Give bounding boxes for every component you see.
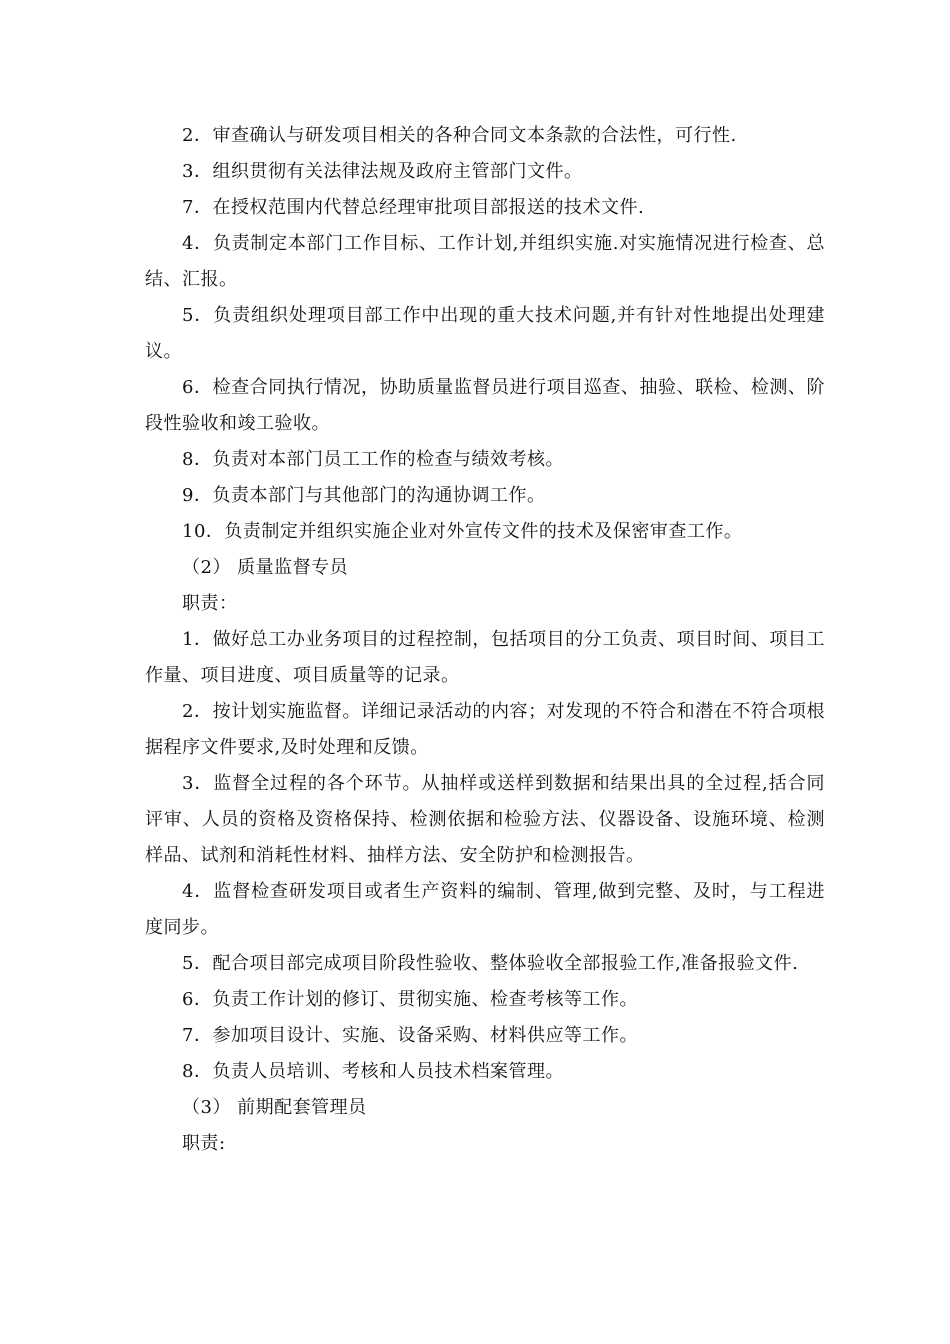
paragraph: 5．负责组织处理项目部工作中出现的重大技术问题,并有针对性地提出处理建议。 bbox=[145, 305, 825, 362]
paragraph: 8．负责人员培训、考核和人员技术档案管理。 bbox=[182, 1061, 564, 1082]
paragraph: 4．负责制定本部门工作目标、工作计划,并组织实施.对实施情况进行检查、总结、汇报。 bbox=[145, 233, 825, 290]
paragraph: 4．监督检查研发项目或者生产资料的编制、管理,做到完整、及时，与工程进度同步。 bbox=[145, 881, 825, 938]
paragraph: 1．做好总工办业务项目的过程控制，包括项目的分工负责、项目时间、项目工作量、项目进度、项目质量等的记录。 bbox=[145, 629, 825, 686]
paragraph: 6．检查合同执行情况，协助质量监督员进行项目巡查、抽验、联检、检测、阶段性验收和竣工验收。 bbox=[145, 377, 825, 434]
duties-label: 职责： bbox=[182, 593, 238, 614]
paragraph: 3．监督全过程的各个环节。从抽样或送样到数据和结果出具的全过程,括合同评审、人员的资格及资格保持、检测依据和检验方法、仪器设备、设施环境、检测样品、试剂和消耗性材料、抽样方法、安全防护和检测报告。 bbox=[145, 773, 825, 866]
paragraph: 9．负责本部门与其他部门的沟通协调工作。 bbox=[182, 485, 546, 506]
duties-label: 职责: bbox=[182, 1133, 226, 1154]
paragraph: 3．组织贯彻有关法律法规及政府主管部门文件。 bbox=[182, 161, 583, 182]
paragraph: 10．负责制定并组织实施企业对外宣传文件的技术及保密审查工作。 bbox=[182, 521, 743, 542]
paragraph: 8．负责对本部门员工工作的检查与绩效考核。 bbox=[182, 449, 564, 470]
paragraph: 2．审查确认与研发项目相关的各种合同文本条款的合法性，可行性. bbox=[182, 125, 737, 146]
paragraph: 2．按计划实施监督。详细记录活动的内容；对发现的不符合和潜在不符合项根据程序文件要求,及时处理和反馈。 bbox=[145, 701, 825, 758]
paragraph: 7．在授权范围内代替总经理审批项目部报送的技术文件. bbox=[182, 197, 645, 218]
paragraph: 5．配合项目部完成项目阶段性验收、整体验收全部报验工作,准备报验文件. bbox=[182, 953, 799, 974]
paragraph: 6．负责工作计划的修订、贯彻实施、检查考核等工作。 bbox=[182, 989, 638, 1010]
document-body bbox=[145, 118, 825, 1162]
section-heading: （3） 前期配套管理员 bbox=[182, 1097, 367, 1118]
paragraph: 7．参加项目设计、实施、设备采购、材料供应等工作。 bbox=[182, 1025, 638, 1046]
section-heading: （2） 质量监督专员 bbox=[182, 557, 349, 578]
